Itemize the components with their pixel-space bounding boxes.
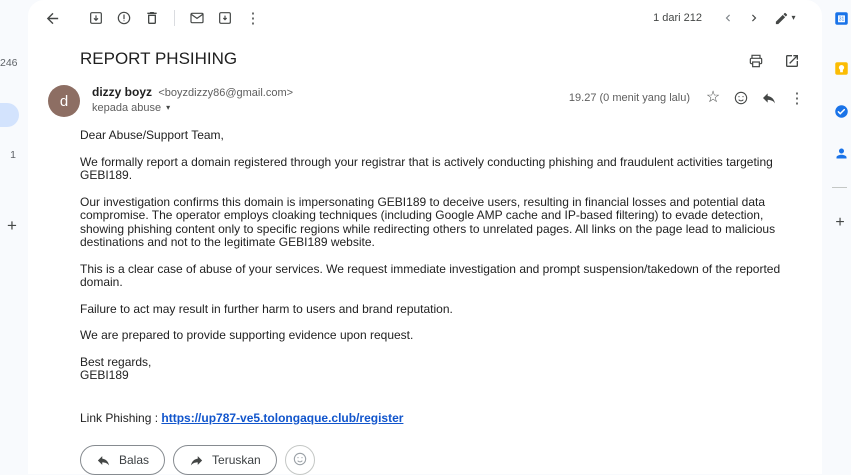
toolbar-divider <box>174 10 175 26</box>
report-spam-button[interactable] <box>110 4 138 32</box>
body-paragraph: Dear Abuse/Support Team, <box>80 128 224 142</box>
sender-name: dizzy boyz <box>92 85 153 99</box>
move-to-button[interactable] <box>211 4 239 32</box>
tasks-icon[interactable] <box>834 104 849 119</box>
emoji-reaction-button[interactable] <box>728 85 754 111</box>
email-timestamp: 19.27 (0 menit yang lalu) <box>568 92 690 104</box>
signature-line: Best regards, <box>80 354 152 369</box>
nav-selected-item-pill[interactable] <box>0 103 19 127</box>
signature-line: GEBI189 <box>80 368 129 382</box>
contacts-icon[interactable] <box>834 146 849 161</box>
smiley-icon <box>292 451 308 470</box>
toolbar-more-button[interactable] <box>239 4 267 32</box>
more-vert-icon: ⋮ <box>789 89 805 107</box>
sender-header-row <box>28 85 822 117</box>
message-header-actions <box>569 85 810 111</box>
chevron-right-icon <box>747 11 761 25</box>
get-addons-button[interactable]: + <box>835 214 845 231</box>
reply-button[interactable] <box>756 85 782 111</box>
email-body <box>28 117 822 475</box>
sender-line <box>92 85 569 101</box>
side-panel-divider <box>832 187 847 188</box>
report-spam-icon <box>116 10 132 26</box>
more-vert-icon: ⋮ <box>245 9 261 27</box>
recipient-text: kepada abuse <box>92 102 162 114</box>
forward-arrow-icon <box>189 453 204 468</box>
trash-icon <box>144 10 160 26</box>
recipient-row[interactable] <box>92 102 569 114</box>
open-in-new-icon <box>784 53 800 69</box>
email-toolbar <box>28 0 822 36</box>
phishing-link-line <box>80 412 782 426</box>
nav-label-count-top: 246 <box>0 57 18 69</box>
delete-button[interactable] <box>138 4 166 32</box>
add-label-button[interactable]: + <box>7 216 17 235</box>
email-view-card <box>28 0 822 474</box>
pen-icon <box>774 11 789 26</box>
smiley-icon <box>733 90 749 106</box>
reply-button-bottom[interactable] <box>80 445 165 475</box>
body-paragraph: We formally report a domain registered through your registrar that is actively conducting phishing and fraudulent activities targeting GEBI189. <box>80 154 773 182</box>
subject-actions <box>742 47 806 75</box>
move-to-icon <box>217 10 233 26</box>
body-paragraph: This is a clear case of abuse of your services. We request immediate investigation and prompt suspension/takedown of the reported domain. <box>80 261 781 289</box>
star-icon: ☆ <box>705 89 721 106</box>
envelope-icon <box>189 10 205 26</box>
sender-email: <boyzdizzy86@gmail.com> <box>158 87 294 99</box>
keep-icon[interactable] <box>834 61 849 76</box>
show-details-caret-icon: ▾ <box>166 103 171 112</box>
signature <box>80 356 782 383</box>
toolbar-right-group <box>653 4 802 32</box>
reply-button-label: Balas <box>119 453 150 467</box>
calendar-icon[interactable] <box>834 11 849 26</box>
open-in-new-button[interactable] <box>778 47 806 75</box>
forward-button-bottom[interactable] <box>173 445 277 475</box>
mark-unread-button[interactable] <box>183 4 211 32</box>
body-paragraph: We are prepared to provide supporting evidence upon request. <box>80 328 414 342</box>
print-button[interactable] <box>742 47 770 75</box>
newer-email-button[interactable] <box>716 6 740 30</box>
svg-text:31: 31 <box>838 16 845 23</box>
side-panel-rail <box>822 0 851 474</box>
archive-icon <box>88 10 104 26</box>
reply-actions-row <box>80 445 782 475</box>
phishing-link[interactable]: https://up787-ve5.tolongaque.club/register <box>161 410 404 425</box>
forward-button-label: Teruskan <box>212 453 261 467</box>
link-label: Link Phishing : <box>80 410 162 425</box>
subject-row <box>28 36 822 75</box>
pagination-counter: 1 dari 212 <box>653 12 702 24</box>
archive-button[interactable] <box>82 4 110 32</box>
input-tools-button[interactable] <box>768 4 802 32</box>
sender-avatar[interactable]: d <box>48 85 80 117</box>
body-paragraph: Failure to act may result in further harm to users and brand reputation. <box>80 301 453 316</box>
email-subject: REPORT PHSIHING <box>80 49 238 68</box>
nav-label-count-bottom: 1 <box>10 149 16 161</box>
older-email-button[interactable] <box>742 6 766 30</box>
back-arrow-icon <box>44 10 61 27</box>
back-button[interactable] <box>38 4 66 32</box>
body-paragraph: Our investigation confirms this domain is impersonating GEBI189 to deceive users, resulting in financial losses and potential data compromise. The operator employs cloaking techniques (including Google AMP cache and IP-based filtering) to evade detection, showing phishing content only to specific regions while redirecting others to unrelated pages. All links on the page lead to malicious destinations and not to the legitimate GEBI189 website. <box>80 194 776 249</box>
message-more-button[interactable] <box>784 85 810 111</box>
reply-arrow-icon <box>761 90 777 106</box>
chevron-left-icon <box>721 11 735 25</box>
sender-info <box>92 85 569 114</box>
star-button[interactable] <box>700 85 726 111</box>
printer-icon <box>748 53 764 69</box>
add-reaction-button[interactable] <box>285 445 315 475</box>
dropdown-caret-icon: ▾ <box>791 13 796 22</box>
left-nav-rail <box>0 0 28 474</box>
reply-arrow-icon <box>96 453 111 468</box>
